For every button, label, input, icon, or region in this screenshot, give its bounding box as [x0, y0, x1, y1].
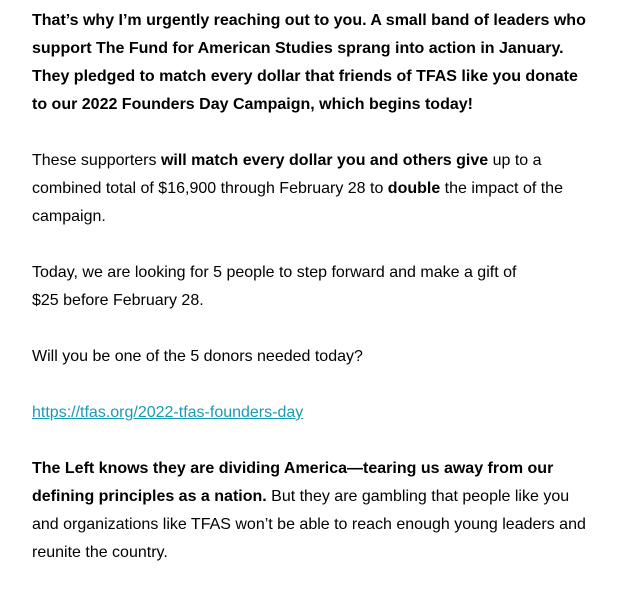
bold-appeal-text: That’s why I’m urgently reaching out to you. A small band of leaders who support The Fund for American Studies sprang into action in January. They pledged to match every dollar that friends of TFAS like you donate to our 2022 Founders Day Campaign, which begins today! [32, 12, 586, 113]
paragraph-link [32, 399, 597, 427]
donation-link[interactable]: https://tfas.org/2022-tfas-founders-day [32, 404, 304, 421]
text-segment: These supporters [32, 152, 161, 169]
text-segment: But they are gambling that people like you and organizations like TFAS won’t be able to reach enough young leaders and reunite the country. [32, 488, 586, 561]
paragraph-left-dividing [32, 455, 597, 567]
text-segment: up to a combined total of $16,900 through February 28 to [32, 152, 542, 197]
paragraph-question: Will you be one of the 5 donors needed today? [32, 348, 363, 365]
email-body [32, 7, 597, 595]
bold-match-text: will match every dollar you and others give [160, 152, 489, 169]
bold-double-text: double [387, 180, 441, 197]
paragraph-five-people: Today, we are looking for 5 people to step forward and make a gift of $25 before February 28. [32, 264, 517, 309]
bold-left-text: The Left knows they are dividing America—tearing us away from our defining principles as a nation. [32, 460, 554, 505]
text-segment: the impact of the campaign. [32, 180, 563, 225]
paragraph-urgent-appeal [32, 7, 597, 119]
paragraph-matching-gift [32, 147, 597, 231]
